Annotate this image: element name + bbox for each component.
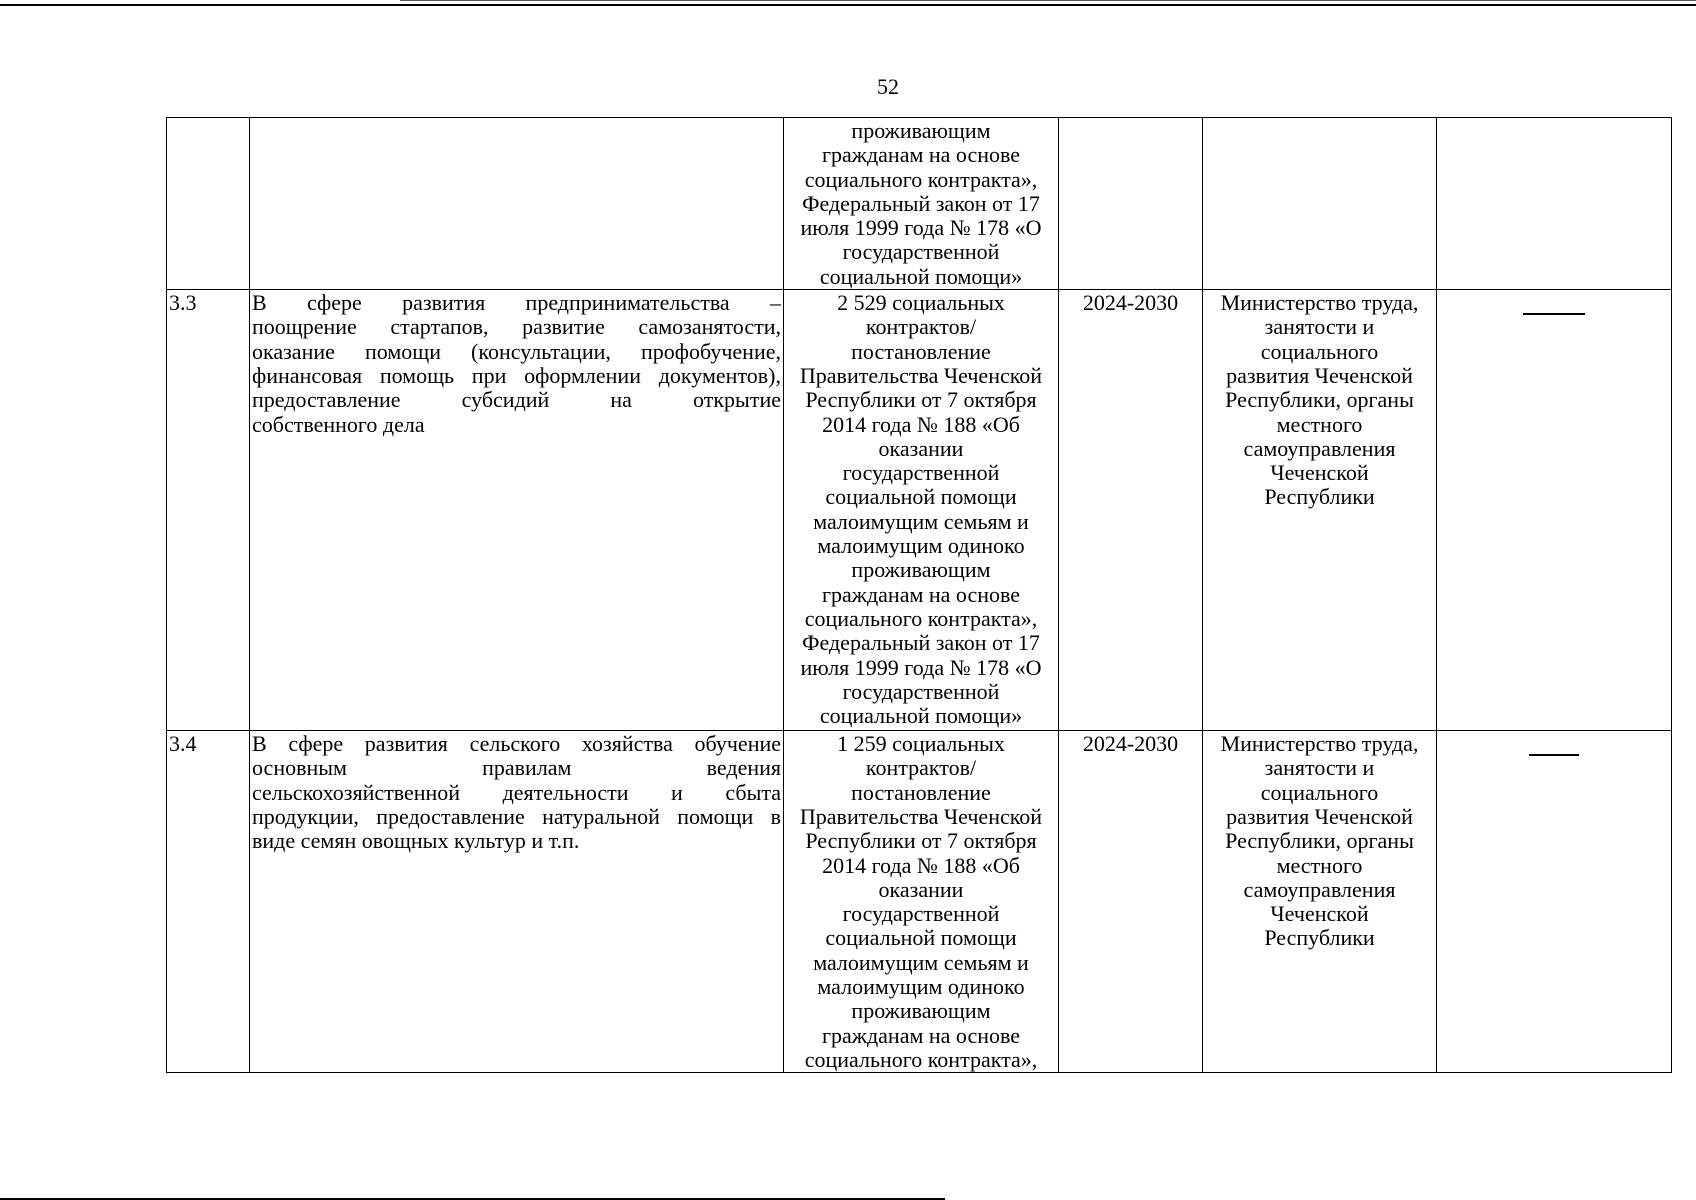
basis-line: Федеральный закон от 17 [802, 190, 1040, 216]
cell-note [1437, 118, 1672, 290]
basis-line: Правительства Чеченской [799, 362, 1043, 388]
description-line: финансовая помощь при оформлении документов), [252, 362, 781, 388]
basis-line: социальной помощи» [819, 703, 1023, 729]
description-line: поощрение стартапов, развитие самозанятости, [252, 314, 781, 340]
basis-line: гражданам на основе [821, 581, 1021, 607]
executor-line: Республики [1264, 925, 1375, 951]
description-line: основным правилам ведения [252, 755, 781, 781]
cell-description [250, 118, 784, 290]
basis-line: Правительства Чеченской [799, 803, 1043, 829]
executor-line: самоуправления [1243, 876, 1396, 902]
executor-line: социального [1260, 338, 1379, 364]
basis-line: июля 1999 года № 178 «О [800, 215, 1042, 241]
basis-line: социальной помощи [825, 925, 1017, 951]
executor-line: Министерство труда, [1220, 731, 1419, 757]
page-number: 52 [877, 74, 899, 99]
basis-line: оказании [878, 876, 964, 902]
basis-line: государственной [842, 460, 1000, 486]
executor-line: Республики, органы [1225, 828, 1414, 854]
basis-line: гражданам на основе [821, 1022, 1021, 1048]
cell-legal-basis [784, 731, 1059, 1073]
basis-line: Федеральный закон от 17 [802, 630, 1040, 656]
cell-note [1437, 290, 1672, 731]
cell-number: 3.3 [167, 290, 250, 731]
basis-line: контрактов/ [865, 755, 977, 781]
cell-period: 2024-2030 [1059, 731, 1203, 1073]
basis-line: социального контракта», [804, 605, 1038, 631]
cell-period: 2024-2030 [1059, 290, 1203, 731]
description-line: продукции, предоставление натуральной помощи в [252, 803, 781, 829]
description-line: предоставление субсидий на открытие [252, 387, 781, 413]
table-row [167, 118, 1672, 290]
basis-line: 1 259 социальных [837, 731, 1005, 757]
basis-line: социального контракта», [804, 1046, 1038, 1072]
cell-number [167, 118, 250, 290]
header-rule-thin [400, 0, 1696, 1]
cell-executor [1203, 118, 1437, 290]
executor-line: Чеченской [1270, 460, 1369, 486]
basis-line: социальной помощи» [819, 263, 1023, 289]
basis-line: 2014 года № 188 «Об [822, 411, 1020, 437]
basis-line: малоимущим одиноко [817, 974, 1025, 1000]
measures-table [166, 117, 1672, 1073]
cell-period [1059, 118, 1203, 290]
basis-line: Республики от 7 октября [805, 387, 1037, 413]
basis-line: постановление [851, 779, 991, 805]
description-line: собственного дела [252, 411, 425, 437]
basis-line: проживающим [851, 118, 991, 143]
executor-line: Министерство труда, [1220, 290, 1419, 316]
description-line: В сфере развития сельского хозяйства обучение [252, 731, 781, 757]
cell-legal-basis [784, 290, 1059, 731]
cell-note [1437, 731, 1672, 1073]
table-row [167, 290, 1672, 731]
basis-line: июля 1999 года № 178 «О [800, 654, 1042, 680]
basis-line: 2 529 социальных [837, 290, 1005, 316]
cell-description [250, 731, 784, 1073]
basis-line: социальной помощи [825, 484, 1017, 510]
executor-line: развития Чеченской [1226, 362, 1413, 388]
basis-line: гражданам на основе [821, 142, 1021, 168]
table-row [167, 731, 1672, 1073]
cell-legal-basis [784, 118, 1059, 290]
basis-line: 2014 года № 188 «Об [822, 852, 1020, 878]
basis-line: государственной [842, 901, 1000, 927]
basis-line: малоимущим одиноко [817, 533, 1025, 559]
basis-line: малоимущим семьям и [813, 508, 1029, 534]
executor-line: местного [1276, 852, 1363, 878]
cell-description [250, 290, 784, 731]
executor-line: Республики [1264, 484, 1375, 510]
header-rule [0, 4, 1696, 6]
description-line: виде семян овощных культур и т.п. [252, 828, 580, 854]
dash-mark [1523, 313, 1585, 315]
basis-line: малоимущим семьям и [813, 949, 1029, 975]
cell-executor [1203, 290, 1437, 731]
executor-line: развития Чеченской [1226, 803, 1413, 829]
cell-executor [1203, 731, 1437, 1073]
description-line: сельскохозяйственной деятельности и сбыта [252, 779, 781, 805]
basis-line: проживающим [851, 557, 991, 583]
cell-number: 3.4 [167, 731, 250, 1073]
basis-line: оказании [878, 435, 964, 461]
executor-line: занятости и [1264, 314, 1375, 340]
basis-line: государственной [842, 678, 1000, 704]
executor-line: Чеченской [1270, 901, 1369, 927]
executor-line: занятости и [1264, 755, 1375, 781]
executor-line: местного [1276, 411, 1363, 437]
basis-line: государственной [842, 239, 1000, 265]
executor-line: самоуправления [1243, 435, 1396, 461]
description-line: оказание помощи (консультации, профобучение, [252, 338, 781, 364]
basis-line: Республики от 7 октября [805, 828, 1037, 854]
basis-line: социального контракта», [804, 166, 1038, 192]
executor-line: социального [1260, 779, 1379, 805]
basis-line: постановление [851, 338, 991, 364]
executor-line: Республики, органы [1225, 387, 1414, 413]
description-line: В сфере развития предпринимательства – [252, 290, 781, 316]
basis-line: контрактов/ [865, 314, 977, 340]
basis-line: проживающим [851, 998, 991, 1024]
dash-mark [1529, 754, 1579, 756]
